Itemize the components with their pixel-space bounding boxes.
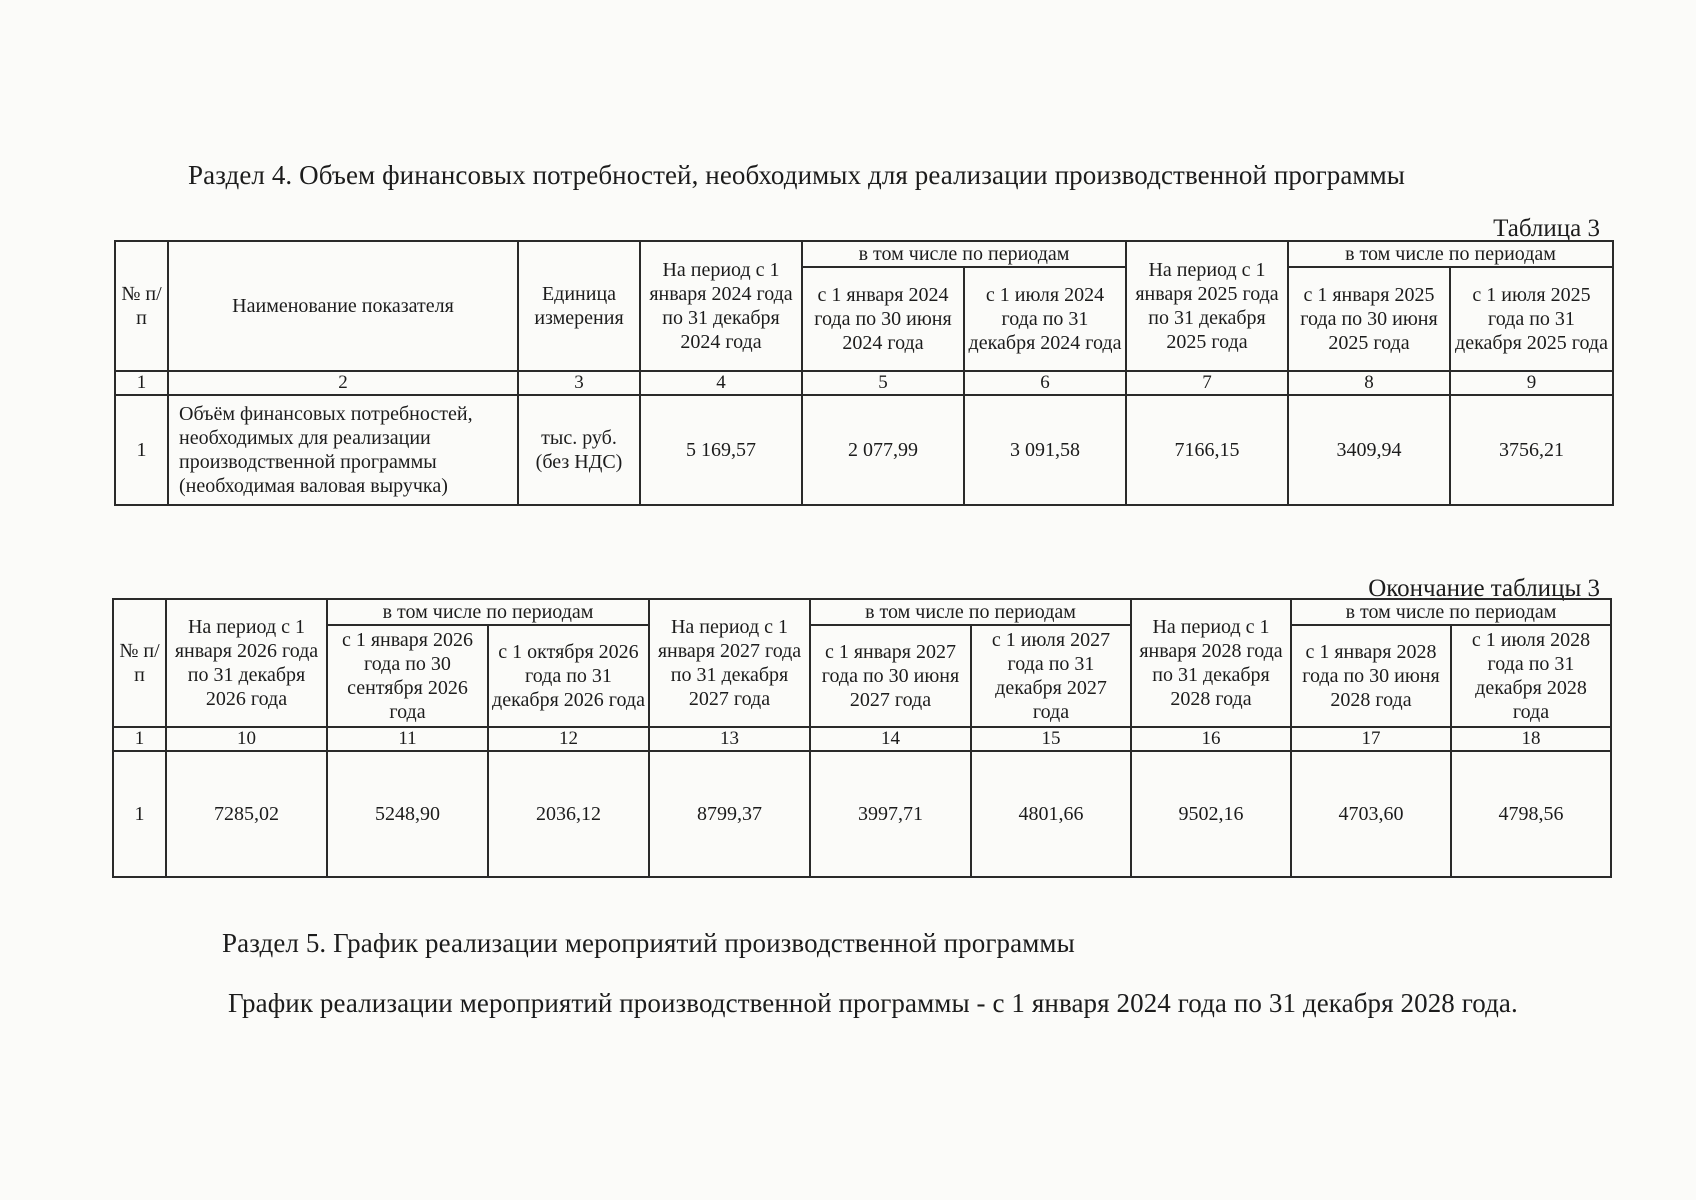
header-2025-h2: с 1 июля 2025 года по 31 декабря 2025 года bbox=[1450, 267, 1613, 371]
value-cell: 7166,15 bbox=[1126, 395, 1288, 505]
column-number: 4 bbox=[640, 371, 802, 395]
value-cell: 7285,02 bbox=[166, 751, 327, 877]
financial-needs-table-end bbox=[112, 598, 1612, 878]
table-row bbox=[115, 395, 1613, 505]
column-number: 13 bbox=[649, 727, 810, 751]
column-number: 14 bbox=[810, 727, 971, 751]
value-cell: 4703,60 bbox=[1291, 751, 1451, 877]
value-cell: 5248,90 bbox=[327, 751, 488, 877]
column-number: 7 bbox=[1126, 371, 1288, 395]
header-period-2026: На период с 1 января 2026 года по 31 декабря 2026 года bbox=[166, 599, 327, 727]
value-cell: 3997,71 bbox=[810, 751, 971, 877]
header-2027-a: с 1 января 2027 года по 30 июня 2027 года bbox=[810, 625, 971, 727]
header-unit: Единица измерения bbox=[518, 241, 640, 371]
column-number: 9 bbox=[1450, 371, 1613, 395]
column-number: 5 bbox=[802, 371, 964, 395]
table-row bbox=[113, 751, 1611, 877]
column-number: 2 bbox=[168, 371, 518, 395]
header-group-2025: в том числе по периодам bbox=[1288, 241, 1613, 267]
header-period-2027: На период с 1 января 2027 года по 31 декабря 2027 года bbox=[649, 599, 810, 727]
column-number: 11 bbox=[327, 727, 488, 751]
value-cell: 5 169,57 bbox=[640, 395, 802, 505]
header-period-2025: На период с 1 января 2025 года по 31 декабря 2025 года bbox=[1126, 241, 1288, 371]
header-group-2026: в том числе по периодам bbox=[327, 599, 649, 625]
row-num: 1 bbox=[113, 751, 166, 877]
header-2024-h1: с 1 января 2024 года по 30 июня 2024 года bbox=[802, 267, 964, 371]
financial-needs-table bbox=[114, 240, 1614, 506]
column-number: 15 bbox=[971, 727, 1131, 751]
column-number: 1 bbox=[113, 727, 166, 751]
column-number: 8 bbox=[1288, 371, 1450, 395]
value-cell: 2036,12 bbox=[488, 751, 649, 877]
row-num: 1 bbox=[115, 395, 168, 505]
value-cell: 3 091,58 bbox=[964, 395, 1126, 505]
value-cell: 4801,66 bbox=[971, 751, 1131, 877]
value-cell: 4798,56 bbox=[1451, 751, 1611, 877]
column-number: 3 bbox=[518, 371, 640, 395]
column-number: 16 bbox=[1131, 727, 1291, 751]
header-2026-b: с 1 октября 2026 года по 31 декабря 2026 года bbox=[488, 625, 649, 727]
column-number: 6 bbox=[964, 371, 1126, 395]
section4-heading: Раздел 4. Объем финансовых потребностей, необходимых для реализации производственной программы bbox=[188, 160, 1406, 190]
value-cell: 3756,21 bbox=[1450, 395, 1613, 505]
value-cell: 3409,94 bbox=[1288, 395, 1450, 505]
column-number: 12 bbox=[488, 727, 649, 751]
header-group-2028: в том числе по периодам bbox=[1291, 599, 1611, 625]
header-num: № п/п bbox=[113, 599, 166, 727]
table3-caption: Таблица 3 bbox=[1493, 215, 1600, 242]
column-number: 1 bbox=[115, 371, 168, 395]
header-2025-h1: с 1 января 2025 года по 30 июня 2025 года bbox=[1288, 267, 1450, 371]
header-2027-b: с 1 июля 2027 года по 31 декабря 2027 года bbox=[971, 625, 1131, 727]
table3-end-caption: Окончание таблицы 3 bbox=[1368, 575, 1600, 602]
header-num: № п/п bbox=[115, 241, 168, 371]
column-number: 17 bbox=[1291, 727, 1451, 751]
header-2028-b: с 1 июля 2028 года по 31 декабря 2028 года bbox=[1451, 625, 1611, 727]
section5-text: График реализации мероприятий производственной программы - с 1 января 2024 года по 31 декабря 2028 года. bbox=[228, 988, 1518, 1018]
row-name: Объём финансовых потребностей, необходимых для реализации производственной программы (необходимая валовая выручка) bbox=[168, 395, 518, 505]
header-group-2027: в том числе по периодам bbox=[810, 599, 1131, 625]
value-cell: 9502,16 bbox=[1131, 751, 1291, 877]
header-2028-a: с 1 января 2028 года по 30 июня 2028 года bbox=[1291, 625, 1451, 727]
header-2024-h2: с 1 июля 2024 года по 31 декабря 2024 года bbox=[964, 267, 1126, 371]
header-period-2028: На период с 1 января 2028 года по 31 декабря 2028 года bbox=[1131, 599, 1291, 727]
column-number: 18 bbox=[1451, 727, 1611, 751]
header-period-2024: На период с 1 января 2024 года по 31 декабря 2024 года bbox=[640, 241, 802, 371]
header-name: Наименование показателя bbox=[168, 241, 518, 371]
header-2026-a: с 1 января 2026 года по 30 сентября 2026 года bbox=[327, 625, 488, 727]
value-cell: 2 077,99 bbox=[802, 395, 964, 505]
value-cell: 8799,37 bbox=[649, 751, 810, 877]
row-unit: тыс. руб. (без НДС) bbox=[518, 395, 640, 505]
column-number: 10 bbox=[166, 727, 327, 751]
header-group-2024: в том числе по периодам bbox=[802, 241, 1126, 267]
section5-heading: Раздел 5. График реализации мероприятий производственной программы bbox=[222, 928, 1075, 958]
